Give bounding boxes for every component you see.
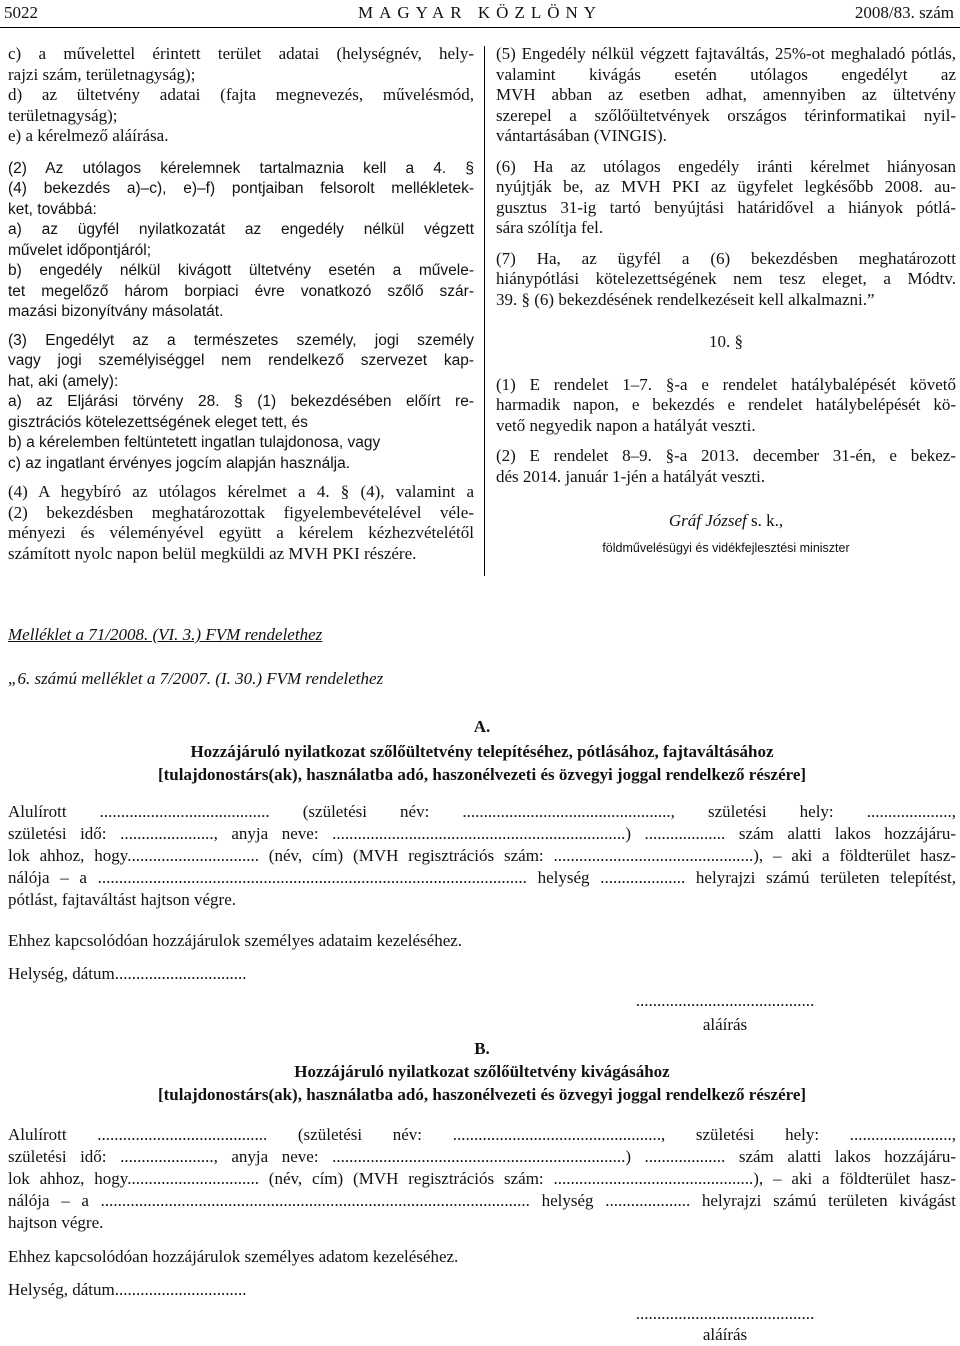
left-column — [8, 44, 474, 564]
paragraph-4 — [8, 482, 474, 564]
text-line: számított nyolc napon belül megküldi az MVH PKI részére. — [8, 543, 417, 563]
form-b-place-date: Helység, dátum............................... — [8, 1280, 247, 1299]
page-number: 5022 — [4, 3, 38, 22]
text-line: c) a művelettel érintett terület adatai (helységnév, hely- — [8, 44, 474, 63]
form-b-letter: B. — [474, 1039, 490, 1058]
form-b-signature-line: .......................................... — [635, 1304, 815, 1323]
text-line: hat, aki (amely): — [8, 372, 119, 390]
signature-title: földművelésügyi és vidékfejlesztési miniszter — [602, 540, 850, 555]
text-line: mazási bizonyítvány másolatát. — [8, 303, 224, 320]
text-line: (2) E rendelet 8–9. §-a 2013. december 31-én, e bekez- — [496, 446, 956, 465]
item-c — [8, 44, 474, 85]
form-line: pótlást, fajtaváltást hajtson végre. — [8, 890, 237, 909]
text-line: hiánypótlási kötelezettségének nem tesz eleget, a Módtv. — [496, 269, 956, 288]
issue-number: 2008/83. szám — [854, 3, 954, 22]
form-a-title: Hozzájáruló nyilatkozat szőlőültetvény telepítéséhez, pótlásához, fajtaváltásához — [190, 742, 774, 761]
signature — [496, 511, 956, 532]
item-d — [8, 85, 474, 126]
form-line: hajtson végre. — [8, 1213, 104, 1232]
text-line: (2) bekezdésben meghatározottak figyelembevételével véle- — [8, 502, 474, 522]
text-line: a) az ügyfél nyilatkozatát az engedély nélkül végzett — [8, 221, 474, 238]
paragraph-10-2 — [496, 446, 956, 487]
text-line: a) az Eljárási törvény 28. § (1) bekezdésében előírt re- — [8, 393, 474, 410]
form-b-subtitle: [tulajdonostárs(ak), használatba adó, haszonélvezeti és özvegyi joggal rendelkező részére] — [157, 1085, 807, 1104]
text-line: d) az ültetvény adatai (fajta megnevezés, művelésmód, — [8, 85, 474, 104]
signature-suffix: s. k., — [746, 511, 784, 530]
text-line: 39. § (6) bekezdésének rendelkezéseit kell alkalmazni.” — [496, 289, 875, 309]
form-a-signature-label: aláírás — [702, 1015, 748, 1034]
form-a-letter: A. — [473, 717, 491, 736]
item-e: e) a kérelmező aláírása. — [8, 126, 169, 145]
text-line: dés 2014. január 1-jén a hatályát veszti. — [496, 466, 766, 486]
form-a-consent: Ehhez kapcsolódóan hozzájárulok személyes adataim kezeléséhez. — [8, 931, 463, 950]
text-line: vető negyedik napon a hatályát veszti. — [496, 415, 756, 435]
text-line: (3) Engedélyt az a természetes személy, jogi személy — [8, 331, 474, 349]
text-line: (6) Ha az utólagos engedély iránti kérelmet hiányosan — [496, 156, 956, 176]
paragraph-7 — [496, 249, 956, 311]
journal-title: MAGYAR KÖZLÖNY — [357, 3, 603, 22]
paragraph-2 — [8, 159, 474, 323]
form-a-subtitle: [tulajdonostárs(ak), használatba adó, haszonélvezeti és özvegyi joggal rendelkező részére] — [157, 765, 807, 784]
right-column — [496, 44, 956, 558]
form-a-place-date: Helység, dátum............................... — [8, 964, 247, 983]
form-a-body — [8, 801, 956, 911]
header-rule — [0, 27, 960, 28]
text-line: sára szólítja fel. — [496, 218, 604, 237]
text-line: művelet időpontjáról; — [8, 241, 152, 259]
text-line: b) a kérelemben feltüntetett ingatlan tulajdonosa, vagy — [8, 434, 381, 451]
text-line: b) engedély nélkül kivágott ültetvény esetén a művele- — [8, 262, 474, 279]
form-b-consent: Ehhez kapcsolódóan hozzájárulok személyes adatom kezeléséhez. — [8, 1247, 459, 1266]
annex-heading: Melléklet a 71/2008. (VI. 3.) FVM rendelethez — [8, 625, 323, 644]
paragraph-10-1 — [496, 375, 956, 437]
paragraph-6 — [496, 157, 956, 239]
paragraph-5 — [496, 44, 956, 147]
section-title: 10. § — [709, 332, 743, 351]
signature-name: Gráf József — [668, 511, 747, 530]
column-divider — [484, 46, 485, 576]
form-b-signature-label: aláírás — [702, 1325, 748, 1344]
text-line: (5) Engedély nélkül végzett fajtaváltás, 25%-ot meghaladó pótlás, valamint kivágás esetén utólagos engedélyt az — [496, 44, 956, 84]
form-line: nálója – a ..................................................................................................... helység .................... helyrajzi számú területen kivágást — [8, 1191, 956, 1210]
text-line: gisztrációs kötelezettségének eleget tett, és — [8, 413, 308, 431]
form-line: Alulírott ........................................ (születési név: ................................................., születési hely: ........................, — [8, 1125, 956, 1144]
text-line: (7) Ha, az ügyfél a (6) bekezdésben meghatározott — [496, 248, 956, 268]
text-line: (1) E rendelet 1–7. §-a e rendelet hatálybalépését követő — [496, 374, 956, 394]
text-line: vagy jogi személyiséggel nem rendelkező szervezet kap- — [8, 352, 474, 369]
text-line: MVH abban az esetben adhat, amennyiben az ültetvény — [496, 85, 956, 104]
text-line: területnagyság); — [8, 105, 118, 125]
text-line: ményezi és véleményével együtt a kérelem kézhezvételétől — [8, 523, 474, 542]
text-line: (2) Az utólagos kérelemnek tartalmaznia kell a 4. § — [8, 159, 474, 177]
form-line: Alulírott ........................................ (születési név: ................................................., születési hely: ...................., — [8, 802, 956, 821]
form-a-signature-line: .......................................... — [635, 991, 815, 1010]
text-line: (4) bekezdés a)–c), e)–f) pontjaiban felsorolt mellékletek- — [8, 180, 474, 197]
form-line: lok ahhoz, hogy............................... (név, cím) (MVH regisztrációs szám: ...............................................), – aki a földterület hasz- — [8, 1169, 956, 1188]
text-line: tet megelőző három borpiaci évre vonatkozó szőlő szár- — [8, 282, 474, 300]
text-line: c) az ingatlant érvényes jogcím alapján használja. — [8, 454, 351, 472]
form-b-body — [8, 1124, 956, 1234]
form-line: születési idő: ......................, anyja neve: .....................................................................) ................... szám alatti lakos hozzájáru- — [8, 1147, 956, 1166]
paragraph-3 — [8, 331, 474, 475]
text-line: ket, továbbá: — [8, 200, 97, 218]
form-line: születési idő: ......................, anyja neve: .....................................................................) ................... szám alatti lakos hozzájáru- — [8, 824, 956, 843]
form-line: lok ahhoz, hogy............................... (név, cím) (MVH regisztrációs szám: ...............................................), – aki a földterület hasz- — [8, 846, 956, 865]
form-b-title: Hozzájáruló nyilatkozat szőlőültetvény kivágásához — [294, 1062, 670, 1081]
text-line: rajzi szám, területnagyság); — [8, 64, 196, 84]
form-line: nálója – a ..................................................................................................... helység .................... helyrajzi számú területen telepítést, — [8, 868, 956, 887]
annex-subheading: „6. számú melléklet a 7/2007. (I. 30.) FVM rendelethez — [8, 669, 384, 688]
text-line: szerepel a szőlőültetvények országos térinformatikai nyil- — [496, 105, 956, 125]
text-line: vántartásában (VINGIS). — [496, 126, 667, 145]
text-line: gusztus 31-ig tartó benyújtási határidővel a hiányok pótlá- — [496, 197, 956, 217]
text-line: harmadik napon, e bekezdés e rendelet hatálybelépését kö- — [496, 395, 956, 414]
text-line: (4) A hegybíró az utólagos kérelmet a 4. § (4), valamint a — [8, 482, 474, 501]
page-header — [0, 3, 960, 29]
text-line: nyújtják be, az MVH PKI az ügyfelet legkésőbb 2008. au- — [496, 177, 956, 196]
